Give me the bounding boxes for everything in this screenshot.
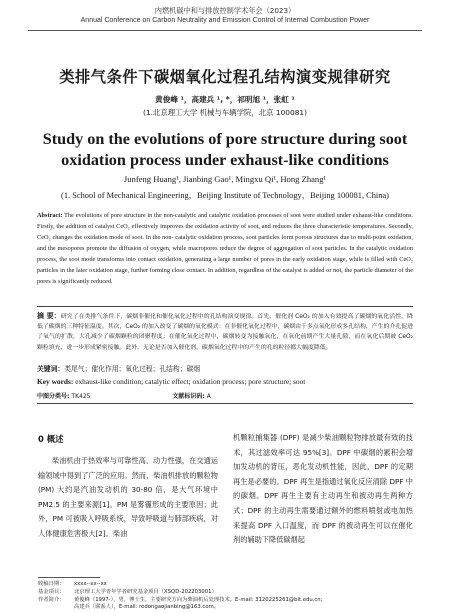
- keywords-en-label: Key words:: [37, 377, 74, 386]
- abstract-en: [37, 210, 413, 287]
- section-heading: 0 概述: [38, 434, 64, 444]
- footnote-text: 黄俊峰（1997-），男，博士生，主要研究方向为柴油机后处理技术。E-mail: 3120225261@bit.edu.cn;: [74, 596, 323, 603]
- body-column-right: [233, 431, 413, 548]
- keywords-en-text: exhaust-like condition; catalytic effect; oxidation process; pore structure; soot: [75, 377, 306, 386]
- keywords-cn-text: 类尾气；催化作用；氧化过程；孔结构；碳烟: [64, 365, 201, 373]
- abstract-cn-top-rule: [37, 306, 413, 307]
- keywords-cn: [37, 363, 413, 373]
- conference-name-en: Annual Conference on Carbon Neutrality and Emission Control of Internal Combustion Power: [80, 17, 370, 24]
- clc-code: [37, 393, 130, 400]
- conference-name-cn: 内燃机碳中和与排放控制学术年会（2023）: [154, 6, 296, 15]
- abstract-cn-label: 摘 要：: [37, 312, 61, 320]
- affiliation-cn: (1.北京理工大学 机械与车辆学院，北京 100081): [143, 108, 307, 117]
- keywords-cn-label: 关键词：: [37, 365, 65, 373]
- footnote-contact: [38, 604, 418, 612]
- footnote-label: 收稿日期：: [38, 581, 65, 587]
- conference-header: [0, 6, 450, 26]
- header-divider: [28, 30, 422, 31]
- footnote-label: 基金项目：: [38, 588, 65, 595]
- footnote-text: 北京理工大学青年学者研究基金项目（XSQD-202203001）: [74, 588, 217, 595]
- authors-cn: 黄俊峰 ¹，高建兵 ¹, *，祁明旭 ¹，张虹 ¹: [155, 95, 295, 104]
- abstract-en-text: The evolutions of pore structure in the non-catalytic and catalytic oxidation processes of soot were studied under exhaust-like conditions. Firstly, the addition of catalyst CeO₂ effectively improves the oxidation activity of soot, and reduces the three characteristic temperatures. Secondly, CeO₂ changes the oxidation mode of soot. In the non- catalytic oxidation process, soot particles form porous structures due to multi-point oxidation, and the mesopores promote the diffusion of oxygen, while macropores reduce the degree of aggregation of soot particles. In the catalytic oxidation process, the soot mode transforms into contact oxidation, generating a large number of pores in the early oxidation stage, while is filled with CeO₂ particles in the later oxidation stage, further forming close contact. In addition, regardless of the catalyst is added or not, the particle diameter of the pores is significantly reduced.: [37, 212, 413, 285]
- keywords-en: [37, 377, 413, 386]
- doc-code: [172, 393, 251, 400]
- footnote-received: [38, 581, 418, 589]
- paper-title-cn: 类排气条件下碳烟氧化过程孔结构演变规律研究: [59, 68, 391, 86]
- clc-label: 中图分类号:: [37, 393, 70, 400]
- doc-code-value: A: [206, 393, 211, 400]
- abstract-en-label: Abstract:: [37, 212, 63, 219]
- authors-en: Junfeng Huang¹, Jianbing Gao¹, Mingxu Qi¹, Hong Zhang¹: [123, 174, 327, 184]
- footnote-funding: [38, 589, 418, 597]
- footnote-text: 高建兵（联系人），E-mail: redongaojianbing@163.com。: [74, 604, 220, 611]
- footnote-label: [38, 604, 74, 612]
- footnote-text: xxxx--xx--xx: [74, 581, 107, 587]
- affiliation-en: (1. School of Mechanical Engineering，Beijing Institute of Technology，Beijing 100081, China): [61, 191, 389, 200]
- footnote-divider: [38, 577, 100, 578]
- abstract-cn-text: 研究了在类排气条件下，碳烟非催化和催化氧化过程中的孔结构演变规律。首先，催化剂 CeO₂ 的加入有效提高了碳烟的氧化活性，降低了碳烟的三种特征温度。其次，CeO₂ 的加入改变了碳烟的氧化模式：在非催化氧化过程中，碳烟由于多点氧化形成多孔结构，产生的介孔促进了氧气的扩散，大孔减少了碳烟颗粒的团聚程度；在催化氧化过程中，碳烟转变为接触氧化，在氧化前期产生大量孔隙，而在氧化后期被 CeO₂ 颗粒填充，进一步形成紧密接触。此外，无论是否加入催化剂，碳烟氧化过程中的产生的孔的粒径都大幅度降低。: [37, 314, 414, 351]
- body-column-left: [38, 433, 218, 542]
- abstract-cn: [37, 311, 413, 353]
- paper-title-en: Study on the evolutions of pore structure during soot oxidation process under exhaust-like conditions: [42, 130, 408, 169]
- doc-code-label: 文献标识码:: [172, 393, 205, 400]
- footnote-label: 作者简介：: [38, 596, 65, 603]
- footnotes: [38, 581, 418, 612]
- classification-row: [37, 391, 413, 400]
- intro-paragraph-right: 机颗粒捕集器 (DPF) 是减少柴油颗粒物排放最有效的技术，其过滤效率可达 95%[3]。DPF 中碳烟的累积会增加发动机的背压，恶化发动机性能，因此，DPF 的定期再生是必要的。DPF 再生是指通过氧化反应清除 DPF 中的碳烟。DPF 再生主要有主动再生和被动再生两种方式；DPF 的主动再生需要通过额外的燃料喷射或电加热来提高 DPF 入口温度，而 DPF 的被动再生可以在催化剂的辅助下降低碳烟起: [233, 433, 413, 545]
- clc-value: TK425: [71, 393, 91, 400]
- intro-paragraph-left: 柴油机由于热效率与可靠性高、动力性强，在交通运输领域中得到了广泛的应用。然而，柴油机排放的颗粒物 (PM) 大约是汽油发动机的 30-80 倍，是大气环境中 PM2.5 的主要来源[1]。PM 是雾霾形成的主要原因；此外，PM 可被吸入呼吸系统，导致呼吸道与肺部疾病，对人体健康危害极大[2]。柴油: [38, 456, 218, 538]
- abstract-cn-bottom-rule: [37, 403, 413, 404]
